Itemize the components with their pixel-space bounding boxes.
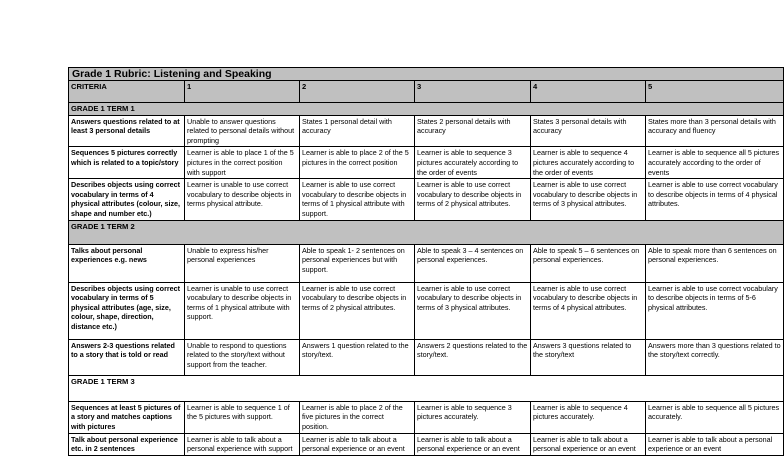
criteria-row <box>69 339 784 375</box>
level-2-descriptor: Learner is able to place 2 of the 5 pictures in the correct position <box>300 147 415 179</box>
criteria-cell: Describes objects using correct vocabulary in terms of 4 physical attributes (colour, size, shape and number etc.) <box>69 179 185 220</box>
level-4-descriptor: Learner is able to use correct vocabulary to describe objects in terms of 3 physical attributes. <box>531 179 646 220</box>
grade-term-row <box>69 375 784 401</box>
header-row <box>69 81 784 103</box>
level-1-descriptor: Learner is unable to use correct vocabulary to describe objects in terms of 1 physical attribute with support. <box>185 282 300 339</box>
criteria-row <box>69 179 784 220</box>
criteria-cell: Answers questions related to at least 3 personal details <box>69 115 185 147</box>
level-1-descriptor: Learner is unable to use correct vocabulary to describe objects in terms physical attribute. <box>185 179 300 220</box>
level-2-descriptor: Able to speak 1- 2 sentences on personal experiences but with support. <box>300 244 415 282</box>
level-4-descriptor: States 3 personal details with accuracy <box>531 115 646 147</box>
header-level-1: 1 <box>185 81 300 103</box>
grade-term-row <box>69 103 784 116</box>
level-2-descriptor: Learner is able to talk about a personal experience or an event <box>300 433 415 455</box>
level-4-descriptor: Learner is able to sequence 4 pictures accurately according to the order of events <box>531 147 646 179</box>
criteria-cell: Sequences 5 pictures correctly which is related to a topic/story <box>69 147 185 179</box>
level-3-descriptor: Learner is able to sequence 3 pictures accurately. <box>415 401 531 433</box>
level-3-descriptor: Learner is able to sequence 3 pictures accurately according to the order of events <box>415 147 531 179</box>
criteria-cell: Sequences at least 5 pictures of a story and matches captions with pictures <box>69 401 185 433</box>
grade-term-label: GRADE 1 TERM 2 <box>69 220 784 244</box>
level-1-descriptor: Unable to answer questions related to personal details without prompting <box>185 115 300 147</box>
level-3-descriptor: States 2 personal details with accuracy <box>415 115 531 147</box>
level-5-descriptor: Learner is able to sequence all 5 pictures accurately according to the order of events <box>646 147 784 179</box>
title-row <box>69 68 784 81</box>
level-2-descriptor: Learner is able to place 2 of the five pictures in the correct position. <box>300 401 415 433</box>
level-5-descriptor: Answers more than 3 questions related to the story/text correctly. <box>646 339 784 375</box>
rubric-body <box>69 68 784 456</box>
criteria-row <box>69 115 784 147</box>
criteria-cell: Describes objects using correct vocabulary in terms of 5 physical attributes (age, size, colour, shape, direction, distance etc.) <box>69 282 185 339</box>
level-2-descriptor: Learner is able to use correct vocabulary to describe objects in terms of 1 physical attribute with support. <box>300 179 415 220</box>
level-5-descriptor: Learner is able to use correct vocabulary to describe objects in terms of 4 physical attributes. <box>646 179 784 220</box>
criteria-row <box>69 244 784 282</box>
level-5-descriptor: Learner is able to sequence all 5 pictures accurately. <box>646 401 784 433</box>
level-1-descriptor: Learner is able to place 1 of the 5 pictures in the correct position with support <box>185 147 300 179</box>
level-2-descriptor: States 1 personal detail with accuracy <box>300 115 415 147</box>
grade-term-label: GRADE 1 TERM 1 <box>69 103 784 116</box>
level-1-descriptor: Learner is able to talk about a personal experience with support <box>185 433 300 455</box>
criteria-row <box>69 147 784 179</box>
criteria-cell: Answers 2-3 questions related to a story that is told or read <box>69 339 185 375</box>
level-4-descriptor: Learner is able to talk about a personal experience or an event <box>531 433 646 455</box>
level-1-descriptor: Learner is able to sequence 1 of the 5 pictures with support. <box>185 401 300 433</box>
criteria-cell: Talks about personal experiences e.g. news <box>69 244 185 282</box>
header-criteria: CRITERIA <box>69 81 185 103</box>
level-2-descriptor: Answers 1 question related to the story/text. <box>300 339 415 375</box>
level-4-descriptor: Learner is able to use correct vocabulary to describe objects in terms of 4 physical attributes. <box>531 282 646 339</box>
header-level-4: 4 <box>531 81 646 103</box>
level-1-descriptor: Unable to express his/her personal experiences <box>185 244 300 282</box>
rubric-table <box>68 67 784 456</box>
level-3-descriptor: Learner is able to use correct vocabulary to describe objects in terms of 2 physical attributes. <box>415 179 531 220</box>
level-5-descriptor: Learner is able to talk about a personal experience or an event <box>646 433 784 455</box>
level-5-descriptor: Able to speak more than 6 sentences on personal experiences. <box>646 244 784 282</box>
header-level-2: 2 <box>300 81 415 103</box>
level-1-descriptor: Unable to respond to questions related to the story/text without support from the teacher. <box>185 339 300 375</box>
rubric-title: Grade 1 Rubric: Listening and Speaking <box>69 68 784 81</box>
criteria-cell: Talk about personal experience etc. in 2 sentences <box>69 433 185 455</box>
level-2-descriptor: Learner is able to use correct vocabulary to describe objects in terms of 2 physical attributes. <box>300 282 415 339</box>
level-5-descriptor: Learner is able to use correct vocabulary to describe objects in terms of 5-6 physical attributes. <box>646 282 784 339</box>
grade-term-row <box>69 220 784 244</box>
criteria-row <box>69 433 784 455</box>
grade-term-label: GRADE 1 TERM 3 <box>69 375 784 401</box>
criteria-row <box>69 401 784 433</box>
level-4-descriptor: Able to speak 5 – 6 sentences on personal experiences. <box>531 244 646 282</box>
criteria-row <box>69 282 784 339</box>
level-3-descriptor: Able to speak 3 – 4 sentences on personal experiences. <box>415 244 531 282</box>
header-level-3: 3 <box>415 81 531 103</box>
level-3-descriptor: Learner is able to talk about a personal experience or an event <box>415 433 531 455</box>
level-3-descriptor: Answers 2 questions related to the story/text. <box>415 339 531 375</box>
level-4-descriptor: Learner is able to sequence 4 pictures accurately. <box>531 401 646 433</box>
level-5-descriptor: States more than 3 personal details with accuracy and fluency <box>646 115 784 147</box>
header-level-5: 5 <box>646 81 784 103</box>
level-3-descriptor: Learner is able to use correct vocabulary to describe objects in terms of 3 physical attributes. <box>415 282 531 339</box>
level-4-descriptor: Answers 3 questions related to the story/text <box>531 339 646 375</box>
